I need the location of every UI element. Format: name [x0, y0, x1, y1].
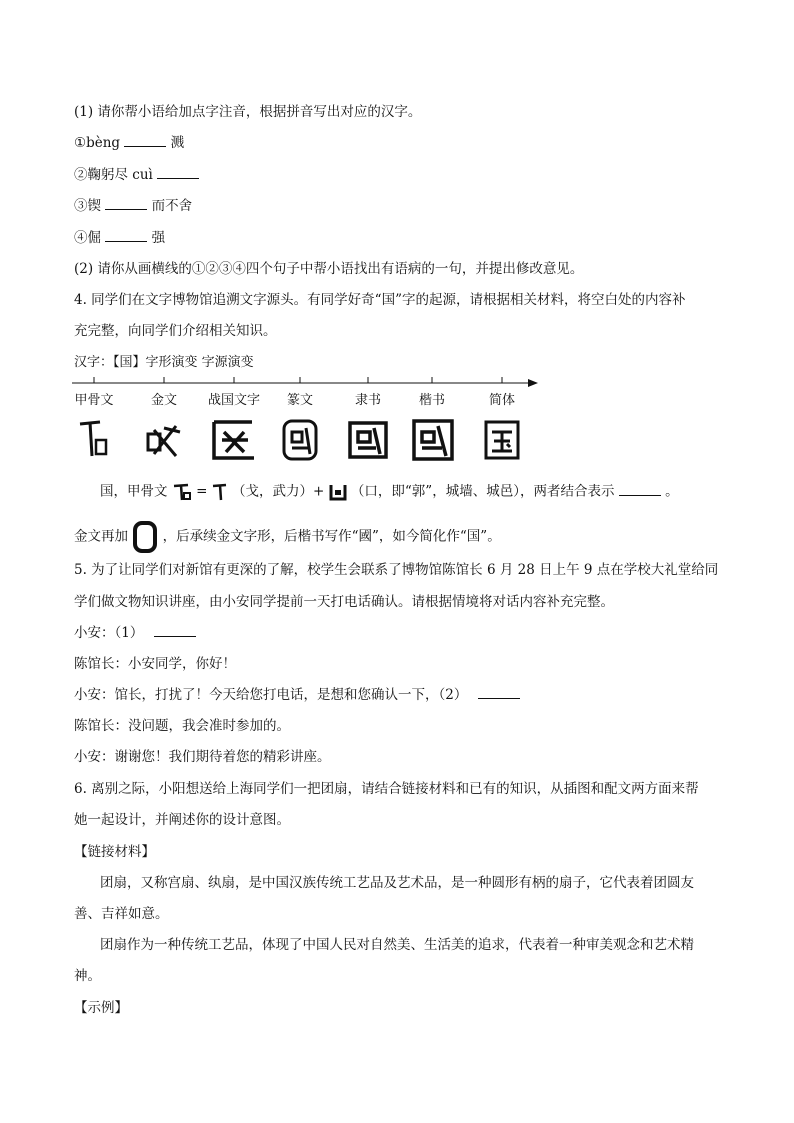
q3-part2: (2) 请你从画横线的①②③④四个句子中帮小语找出有语病的一句，并提出修改意见。	[74, 261, 584, 277]
simplified-glyph	[486, 422, 518, 458]
dialogue-line-5: 小安：谢谢您！我们期待着您的精彩讲座。	[74, 749, 331, 765]
answer-blank-meaning[interactable]	[619, 483, 661, 496]
q4-text-line2: 充完整，向同学们介绍相关知识。	[74, 323, 277, 339]
dialogue-line-1	[74, 624, 196, 642]
material-paragraph-2: 团扇作为一种传统工艺品，体现了中国人民对自然美、生活美的追求，代表着一种审美观念和艺术精	[100, 937, 694, 953]
answer-blank-3[interactable]	[105, 197, 147, 210]
stage-label: 金文	[150, 393, 178, 408]
dialogue-text: 小安：馆长，打扰了！今天给您打电话，是想和您确认一下，（2）	[74, 687, 468, 703]
enclosure-frame-icon	[132, 520, 158, 554]
item4-prefix: ④倔	[74, 230, 101, 246]
q4-explanation-line1	[100, 482, 679, 502]
line1-part-b: =	[196, 483, 208, 500]
q5-text-line2: 学们做文物知识讲座，由小安同学提前一天打电话确认。请根据情境将对话内容补充完整。	[74, 594, 614, 610]
answer-blank-dialogue-1[interactable]	[154, 624, 196, 637]
material-paragraph-1-cont: 善、吉祥如意。	[74, 906, 169, 922]
character-evolution-timeline	[70, 374, 550, 464]
q4-text-line1: 4. 同学们在文字博物馆追溯文字源头。有同学好奇“国”字的起源，请根据相关材料，将空白处的内容补	[74, 292, 686, 308]
answer-blank-dialogue-2[interactable]	[478, 686, 520, 699]
material-paragraph-2-cont: 神。	[74, 968, 101, 984]
q3-part1: (1) 请你帮小语给加点字注音，根据拼音写出对应的汉字。	[74, 104, 422, 120]
oracle-bone-glyph	[80, 422, 106, 456]
seal-script-glyph	[284, 421, 316, 459]
q3-item3	[74, 197, 192, 215]
material-title: 【链接材料】	[74, 844, 155, 860]
clerical-script-glyph	[350, 423, 386, 457]
item1-prefix: ①bèng	[74, 135, 121, 151]
timeline-arrow	[528, 379, 538, 387]
q4-explanation-line2	[74, 520, 501, 554]
stage-label: 篆文	[286, 393, 314, 408]
dagger-axe-icon	[212, 482, 228, 502]
line1-part-c: （戈，武力）+	[232, 483, 325, 500]
stage-label: 战国文字	[207, 393, 261, 408]
mouth-enclosure-icon	[329, 482, 347, 502]
q3-item2	[74, 166, 199, 184]
answer-blank-1[interactable]	[124, 134, 166, 147]
stage-label: 简体	[488, 393, 516, 408]
oracle-character-icon	[172, 482, 192, 502]
answer-blank-4[interactable]	[105, 229, 147, 242]
warring-states-glyph	[214, 422, 254, 458]
dialogue-line-2: 陈馆长：小安同学，你好！	[74, 656, 236, 672]
line1-part-d: （口，即“郭”，城墙、城邑），两者结合表示	[350, 483, 615, 500]
q4-heading: 汉字：【国】字形演变 字源演变	[74, 355, 254, 370]
regular-script-glyph	[414, 421, 452, 459]
q3-item4	[74, 229, 165, 247]
item4-suffix: 强	[151, 230, 166, 246]
q6-text-line1: 6. 离别之际，小阳想送给上海同学们一把团扇，请结合链接材料和已有的知识，从插图和配文两方面来帮	[74, 781, 699, 797]
item3-suffix: 而不舍	[151, 198, 193, 214]
line2-part-a: 金文再加	[74, 528, 128, 545]
timeline-ticks	[94, 377, 502, 383]
line1-end: 。	[665, 483, 679, 500]
item3-prefix: ③锲	[74, 198, 101, 214]
item1-suffix: 溅	[170, 135, 185, 151]
dialogue-line-4: 陈馆长：没问题，我会准时参加的。	[74, 718, 290, 734]
dialogue-text: 小安：（1）	[74, 625, 144, 641]
answer-blank-2[interactable]	[157, 166, 199, 179]
q6-text-line2: 她一起设计，并阐述你的设计意图。	[74, 812, 290, 828]
item2-prefix: ②鞠躬尽 cuì	[74, 167, 153, 183]
material-paragraph-1: 团扇，又称宫扇、纨扇，是中国汉族传统工艺品及艺术品，是一种圆形有柄的扇子，它代表着团圆友	[100, 875, 694, 891]
line2-part-b: ，后承续金文字形，后楷书写作“國”，如今简化作“国”。	[162, 528, 501, 545]
line1-part-a: 国，甲骨文	[100, 483, 168, 500]
q3-item1	[74, 134, 184, 152]
stage-label: 楷书	[418, 393, 446, 408]
example-title: 【示例】	[74, 1000, 128, 1016]
stage-label: 隶书	[354, 393, 382, 408]
bronze-inscription-glyph	[148, 426, 180, 456]
q5-text-line1: 5. 为了让同学们对新馆有更深的了解，校学生会联系了博物馆陈馆长 6 月 28 日上午 9 点在学校大礼堂给同	[74, 562, 719, 578]
stage-label: 甲骨文	[74, 393, 114, 408]
dialogue-line-3	[74, 686, 520, 704]
